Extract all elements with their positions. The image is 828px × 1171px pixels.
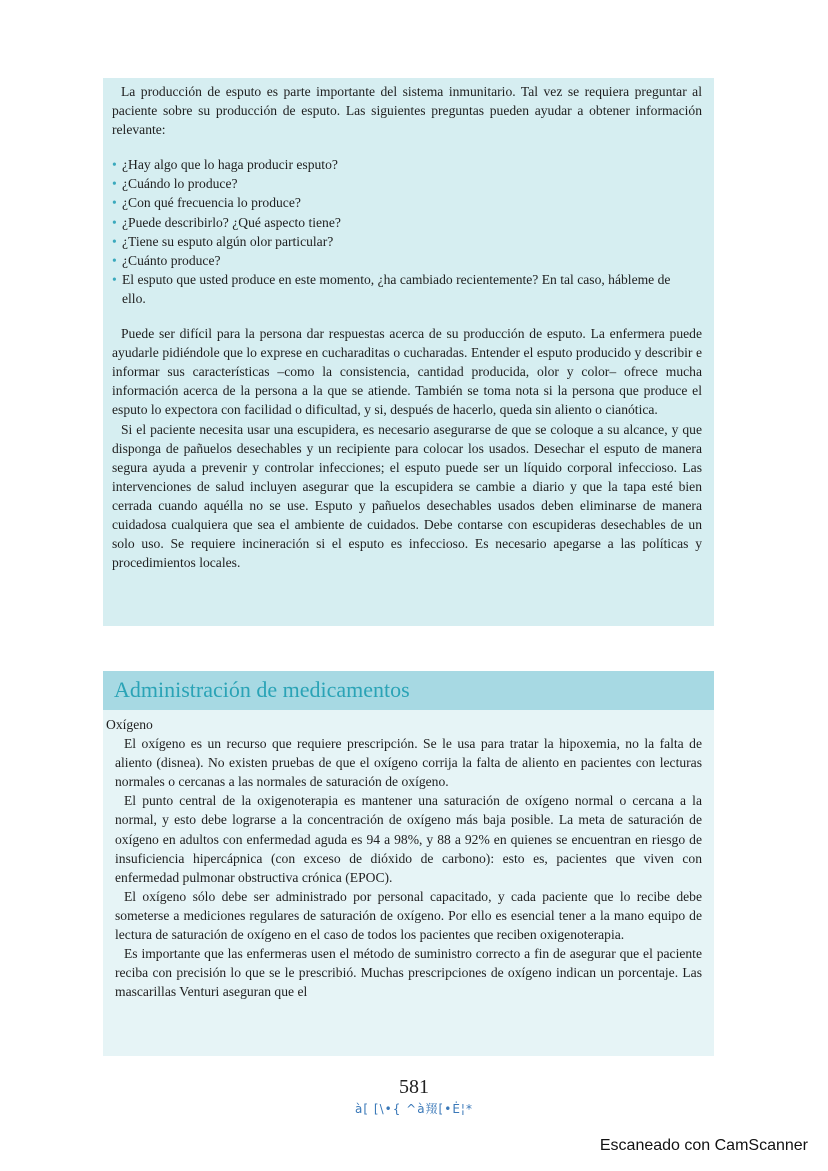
- footer-code: à[ [\•{ ^à䍳[•Ė¦*: [355, 1102, 473, 1116]
- sputum-paragraph-2: Si el paciente necesita usar una escupidera, es necesario asegurarse de que se coloque a su alcance, y que disponga de pañuelos desechables y un recipiente para colocar los usados. Desechar el esputo de manera segura ayuda a prevenir y controlar infecciones; el esputo puede ser un líquido corporal infeccioso. Las intervenciones de salud incluyen asegurar que la escupidera se cambie a diario y que la tapa esté bien cerrada cuando aquélla no se use. Esputo y pañuelos desechables usados deben eliminarse de manera cuidadosa cualquiera que sea el ambiente de cuidados. Debe contarse con escupideras desechables de un solo uso. Se requiere incineración si el esputo es infeccioso. Es necesario apegarse a las políticas y procedimientos locales.: [112, 421, 702, 571]
- oxygen-paragraph-4: Es importante que las enfermeras usen el método de suministro correcto a fin de asegurar que el paciente reciba con precisión lo que se le prescribió. Muchas prescripciones de oxígeno indican un porcentaje. Las mascarillas Venturi aseguran que el: [115, 946, 702, 1000]
- sputum-intro: La producción de esputo es parte importante del sistema inmunitario. Tal vez se requiera preguntar al paciente sobre su producción de esputo. Las siguientes preguntas pueden ayudar a obtener información relevante:: [112, 84, 702, 138]
- list-item: • El esputo que usted produce en este momento, ¿ha cambiado recientemente? En tal caso, hábleme de ello.: [112, 271, 671, 306]
- bullet-icon: •: [112, 176, 117, 192]
- bullet-icon: •: [112, 214, 117, 230]
- list-item: • ¿Cuándo lo produce?: [112, 174, 702, 193]
- sputum-paragraph-1: Puede ser difícil para la persona dar respuestas acerca de su producción de esputo. La enfermera puede ayudarle pidiéndole que lo exprese en cucharaditas o cucharadas. Entender el esputo producido y describir e informar sus características –como la consistencia, cantidad producida, olor y color– ofrece mucha información acerca de la persona a la que se atiende. También se toma nota si la persona que produce el esputo lo expectora con facilidad o dificultad, y si, después de hacerlo, queda sin aliento o cianótica.: [112, 326, 702, 418]
- oxygen-subheading: Oxígeno: [106, 717, 153, 732]
- section-heading: Administración de medicamentos: [103, 671, 714, 710]
- bullet-icon: •: [112, 233, 117, 249]
- oxygen-paragraph-1: El oxígeno es un recurso que requiere prescripción. Se le usa para tratar la hipoxemia, no la falta de aliento (disnea). No existen pruebas de que el oxígeno corrija la falta de aliento en pacientes con lecturas normales o cercanas a las normales de saturación de oxígeno.: [115, 736, 702, 790]
- list-item: • ¿Hay algo que lo haga producir esputo?: [112, 155, 702, 174]
- list-item: • ¿Tiene su esputo algún olor particular?: [112, 232, 702, 251]
- bullet-icon: •: [112, 157, 117, 173]
- bullet-icon: •: [112, 271, 117, 287]
- oxygen-paragraph-2: El punto central de la oxigenoterapia es mantener una saturación de oxígeno normal o cercana a la normal, y esto debe lograrse a la concentración de oxígeno más baja posible. La meta de saturación de oxígeno en adultos con enfermedad aguda es 94 a 98%, y 88 a 92% en quienes se encuentran en riesgo de insuficiencia hipercápnica (con exceso de dióxido de carbono): esto es, pacientes que viven con enfermedad pulmonar obstructiva crónica (EPOC).: [115, 793, 702, 885]
- bullet-icon: •: [112, 252, 117, 268]
- sputum-question-list: [112, 155, 702, 308]
- page-number: 581: [399, 1076, 429, 1098]
- list-item: • ¿Puede describirlo? ¿Qué aspecto tiene?: [112, 213, 702, 232]
- oxygen-paragraph-3: El oxígeno sólo debe ser administrado por personal capacitado, y cada paciente que lo recibe debe someterse a mediciones regulares de saturación de oxígeno. Por ello es esencial tener a la mano equipo de lectura de saturación de oxígeno en el caso de todos los pacientes que reciben oxigenoterapia.: [115, 888, 702, 943]
- sputum-info-box: [103, 78, 714, 626]
- bullet-icon: •: [112, 195, 117, 211]
- list-item: • ¿Cuánto produce?: [112, 251, 702, 270]
- list-item: • ¿Con qué frecuencia lo produce?: [112, 193, 702, 212]
- oxygen-section-box: [103, 710, 714, 1056]
- scanner-watermark: Escaneado con CamScanner: [599, 1137, 808, 1154]
